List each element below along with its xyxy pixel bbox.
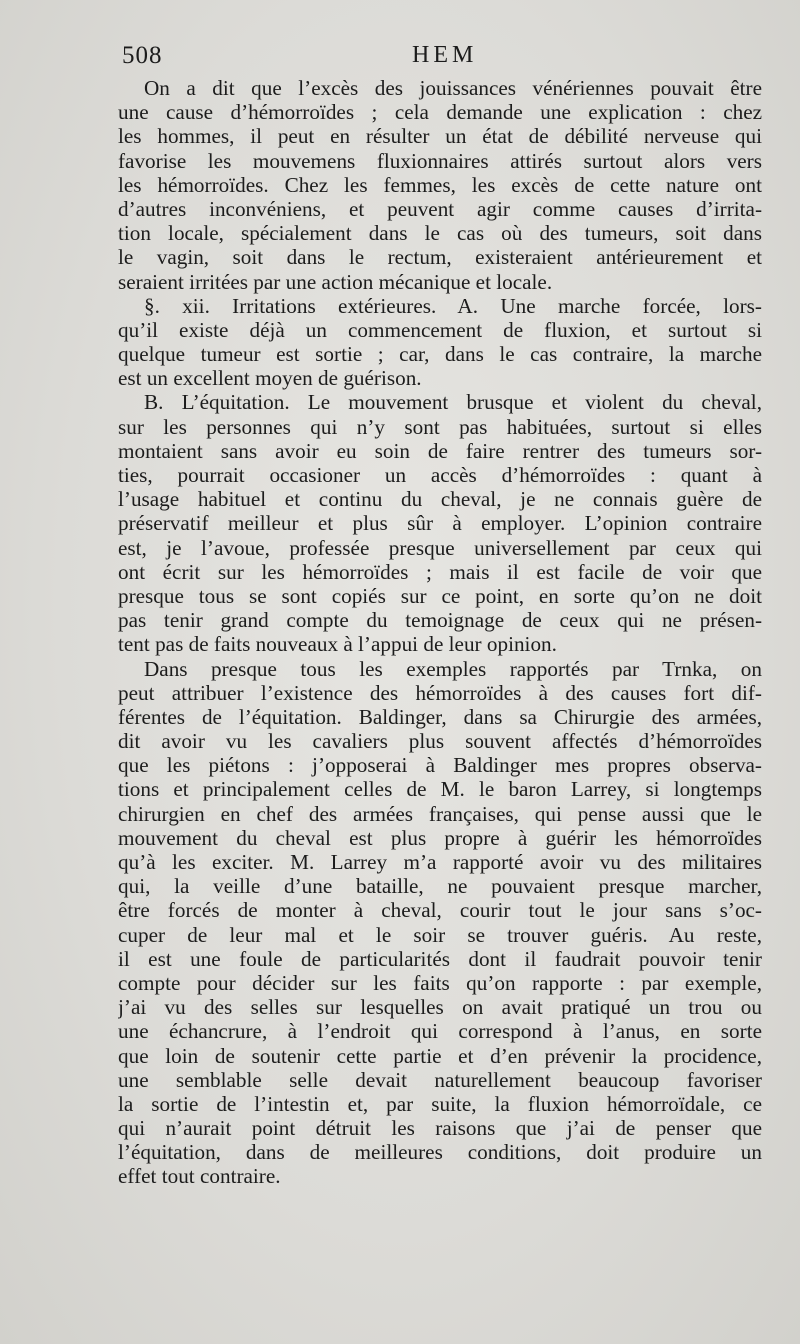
text-line: mouvement du cheval est plus propre à guérir les hémorroïdes — [118, 825, 762, 850]
text-line: férentes de l’équitation. Baldinger, dans sa Chirurgie des armées, — [118, 704, 762, 729]
text-line: j’ai vu des selles sur lesquelles on avait pratiqué un trou ou — [118, 995, 762, 1020]
text-line: On a dit que l’excès des jouissances vénériennes pouvait être — [144, 76, 762, 100]
text-line: qu’à les exciter. M. Larrey m’a rapporté avoir vu des militaires — [118, 850, 762, 874]
text-line: une cause d’hémorroïdes ; cela demande une explication : chez — [118, 100, 762, 125]
text-line: d’autres inconvéniens, et peuvent agir comme causes d’irrita- — [118, 196, 762, 221]
text-line: tent pas de faits nouveaux à l’appui de leur opinion. — [118, 632, 557, 657]
text-line: qui, la veille d’une bataille, ne pouvaient presque marcher, — [118, 874, 762, 899]
text-line: est, je l’avoue, professée presque universellement par ceux qui — [118, 535, 762, 560]
text-line: Dans presque tous les exemples rapportés par Trnka, on — [144, 656, 762, 681]
running-head: HEM — [412, 42, 478, 68]
text-line: seraient irritées par une action mécanique et locale. — [118, 269, 553, 294]
text-line: quelque tumeur est sortie ; car, dans le cas contraire, la marche — [118, 342, 762, 367]
text-line: chirurgien en chef des armées françaises, qui pense aussi que le — [118, 801, 762, 826]
text-line: qui n’aurait point détruit les raisons que j’ai de penser que — [118, 1116, 762, 1141]
text-line: que les piétons : j’opposerai à Baldinger mes propres observa- — [118, 753, 762, 778]
text-line: tions et principalement celles de M. le baron Larrey, si longtemps — [118, 777, 762, 802]
text-line: il est une foule de particularités dont il faudrait pouvoir tenir — [118, 946, 762, 971]
text-line: l’équitation, dans de meilleures conditions, doit produire un — [118, 1140, 762, 1165]
text-line: les hémorroïdes. Chez les femmes, les excès de cette nature ont — [118, 172, 762, 197]
text-line: tion locale, spécialement dans le cas où des tumeurs, soit dans — [118, 221, 762, 246]
text-line: le vagin, soit dans le rectum, existeraient antérieurement et — [118, 245, 762, 270]
text-line: être forcés de monter à cheval, courir tout le jour sans s’oc- — [118, 898, 762, 923]
page-number: 508 — [122, 42, 163, 69]
text-line: compte pour décider sur les faits qu’on rapporte : par exemple, — [118, 970, 762, 995]
body-text — [118, 76, 762, 1189]
text-line: préservatif meilleur et plus sûr à employer. L’opinion contraire — [118, 511, 762, 536]
text-line: §. xii. Irritations extérieures. A. Une marche forcée, lors- — [144, 293, 762, 318]
page-header — [122, 42, 762, 74]
text-line: une semblable selle devait naturellement beaucoup favoriser — [118, 1067, 762, 1092]
text-line: favorise les mouvemens fluxionnaires attirés surtout alors vers — [118, 148, 762, 173]
text-line: les hommes, il peut en résulter un état de débilité nerveuse qui — [118, 124, 762, 149]
text-line: peut attribuer l’existence des hémorroïdes à des causes fort dif- — [118, 680, 762, 705]
text-line: dit avoir vu les cavaliers plus souvent affectés d’hémorroïdes — [118, 729, 762, 754]
text-line: l’usage habituel et continu du cheval, je ne connais guère de — [118, 487, 762, 512]
text-line: qu’il existe déjà un commencement de fluxion, et surtout si — [118, 317, 762, 342]
text-line: B. L’équitation. Le mouvement brusque et violent du cheval, — [144, 390, 762, 415]
text-line: sur les personnes qui n’y sont pas habituées, surtout si elles — [118, 414, 762, 439]
text-line: cuper de leur mal et le soir se trouver guéris. Au reste, — [118, 922, 762, 947]
text-line: montaient sans avoir eu soin de faire rentrer des tumeurs sor- — [118, 438, 762, 463]
text-line: que loin de soutenir cette partie et d’en prévenir la procidence, — [118, 1043, 762, 1068]
text-line: ties, pourrait occasioner un accès d’hémorroïdes : quant à — [118, 463, 762, 487]
text-line: effet tout contraire. — [118, 1164, 281, 1189]
text-line: ont écrit sur les hémorroïdes ; mais il est facile de voir que — [118, 559, 762, 584]
text-line: est un excellent moyen de guérison. — [118, 366, 422, 391]
text-line: une échancrure, à l’endroit qui correspond à l’anus, en sorte — [118, 1019, 762, 1044]
text-line: pas tenir grand compte du temoignage de ceux qui ne présen- — [118, 608, 762, 633]
text-line: la sortie de l’intestin et, par suite, la fluxion hémorroïdale, ce — [118, 1091, 762, 1116]
text-line: presque tous se sont copiés sur ce point, en sorte qu’on ne doit — [118, 583, 762, 608]
